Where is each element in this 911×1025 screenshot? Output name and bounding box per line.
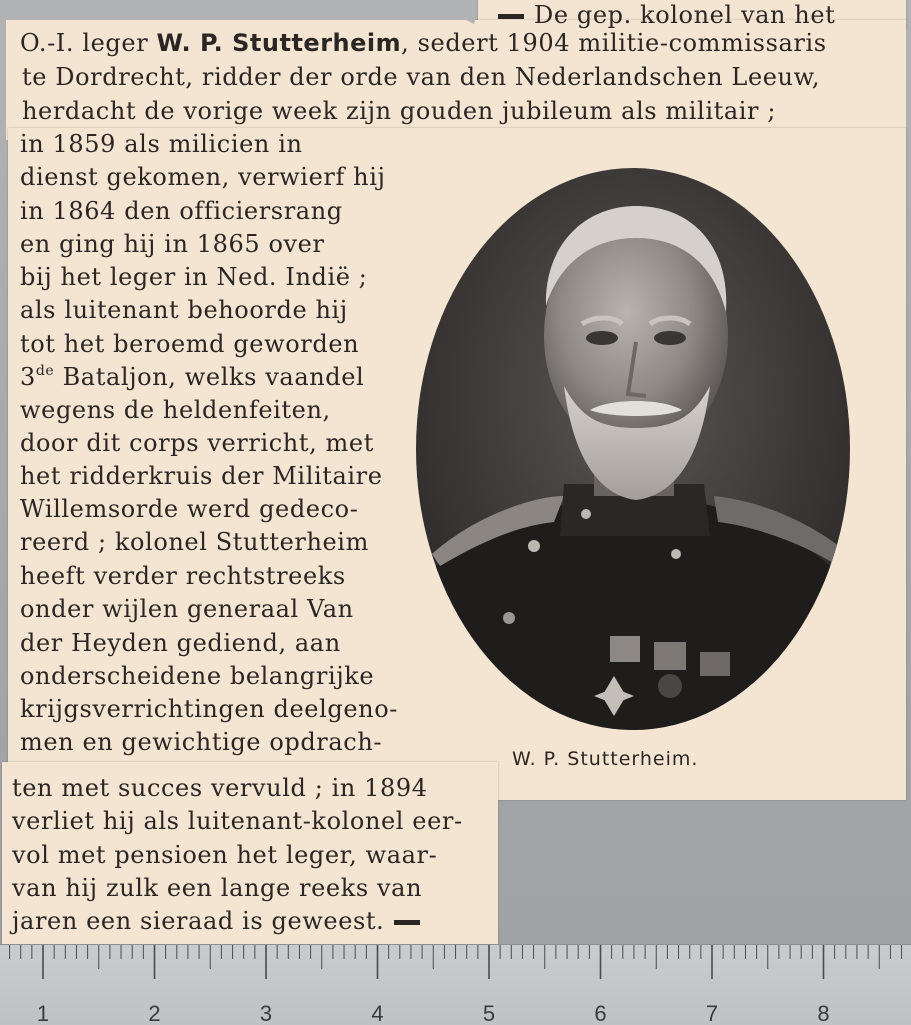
article-line: O.-I. leger W. P. Stutterheim, sedert 1904 militie-commissaris [20,29,827,57]
article-line: in 1864 den officiersrang [20,197,343,225]
ruler-label: 5 [482,1001,496,1025]
article-line: onder wijlen generaal Van [20,595,354,623]
article-line: ten met succes vervuld ; in 1894 [12,774,428,802]
person-name: W. P. Stutterheim [156,29,402,57]
article-line: wegens de heldenfeiten, [20,396,331,424]
article-line: 3de Bataljon, welks vaandel [20,363,365,391]
ruler-label: 4 [371,1001,384,1025]
ruler-label: 6 [594,1001,607,1025]
article-line: bij het leger in Ned. Indië ; [20,263,368,291]
article-line: als luitenant behoorde hij [20,296,348,324]
ruler-label: 1 [36,1001,50,1025]
article-line: dienst gekomen, verwierf hij [20,163,386,191]
ruler-label: 3 [259,1001,273,1025]
article-line: Willemsorde werd gedeco- [20,495,359,523]
portrait-photo [414,166,852,732]
article-line: heeft verder rechtstreeks [20,562,346,590]
ruler-scale [0,945,911,1025]
ruler-label: 2 [148,1001,161,1025]
article-line: en ging hij in 1865 over [20,230,325,258]
article-line: te Dordrecht, ridder der orde van den Nederlandschen Leeuw, [22,63,821,91]
article-line: door dit corps verricht, met [20,429,374,457]
article-line: verliet hij als luitenant-kolonel eer- [12,807,463,835]
article-line: in 1859 als milicien in [20,130,303,158]
dash-mark [498,14,524,19]
article-line: der Heyden gediend, aan [20,629,341,657]
article-line: De gep. kolonel van het [498,0,884,30]
article-line: onderscheidene belangrijke [20,662,375,690]
ruler [0,944,911,1025]
article-line: van hij zulk een lange reeks van [12,874,423,902]
article-line: het ridderkruis der Militaire [20,462,383,490]
article-line: men en gewichtige opdrach- [20,728,383,756]
portrait-illustration [414,166,852,732]
article-line: reerd ; kolonel Stutterheim [20,528,369,556]
article-line: krijgsverrichtingen deelgeno- [20,695,398,723]
photo-caption: W. P. Stutterheim. [512,748,699,770]
dash-mark [394,920,420,925]
article-line: jaren een sieraad is geweest. [12,906,474,936]
article-line: tot het beroemd geworden [20,330,360,358]
article-line: vol met pensioen het leger, waar- [12,841,438,869]
ruler-label: 8 [817,1001,830,1025]
ruler-label: 7 [705,1001,719,1025]
article-line: herdacht de vorige week zijn gouden jubileum als militair ; [22,97,777,125]
